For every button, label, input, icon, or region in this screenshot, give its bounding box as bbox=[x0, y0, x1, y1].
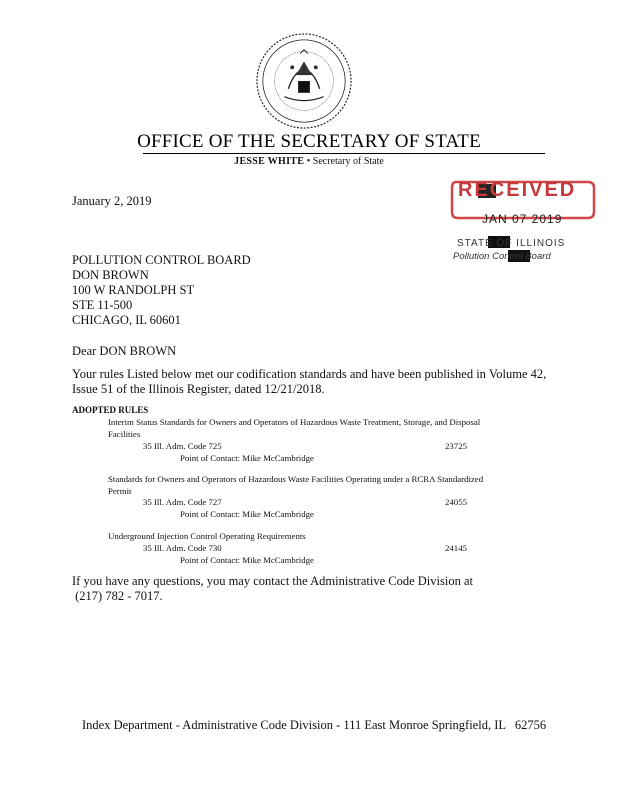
secretary-name: JESSE WHITE bbox=[234, 156, 305, 167]
rule-contact: Point of Contact: Mike McCambridge bbox=[180, 509, 314, 519]
stamp-date: JAN 07 2019 bbox=[482, 212, 563, 226]
stamp-board-line: Pollution Control Board bbox=[453, 251, 551, 262]
footer-address: Index Department - Administrative Code Division - 111 East Monroe Springfield, IL 62756 bbox=[82, 718, 547, 732]
address-line: 100 W RANDOLPH ST bbox=[72, 283, 195, 297]
intro-line: Your rules Listed below met our codification standards and have been published in Volume 42, bbox=[72, 367, 547, 381]
stamp-received-text: RECEIVED bbox=[458, 179, 577, 201]
closing-phone: (217) 782 - 7017. bbox=[72, 589, 163, 603]
rule-code: 35 Ill. Adm. Code 730 bbox=[143, 543, 222, 553]
rule-page: 23725 bbox=[445, 441, 467, 451]
rule-title: Interim Status Standards for Owners and Operators of Hazardous Waste Treatment, Storage, and Disposal bbox=[108, 417, 481, 427]
secretary-title: • Secretary of State bbox=[304, 156, 384, 167]
state-seal-image bbox=[255, 32, 353, 130]
rule-title: Standards for Owners and Operators of Hazardous Waste Facilities Operating under a RCRA Standardized bbox=[108, 474, 484, 484]
address-line: CHICAGO, IL 60601 bbox=[72, 313, 181, 327]
intro-paragraph bbox=[72, 367, 546, 397]
address-line: STE 11-500 bbox=[72, 298, 133, 312]
rule-title: Permit bbox=[108, 486, 132, 496]
address-line: DON BROWN bbox=[72, 268, 149, 282]
address-line: POLLUTION CONTROL BOARD bbox=[72, 253, 251, 267]
letter-date: January 2, 2019 bbox=[72, 194, 152, 208]
rule-title: Underground Injection Control Operating Requirements bbox=[108, 531, 306, 541]
rule-code: 35 Ill. Adm. Code 725 bbox=[143, 441, 222, 451]
rule-page: 24055 bbox=[445, 497, 467, 507]
closing-line: If you have any questions, you may contact the Administrative Code Division at bbox=[72, 574, 473, 588]
office-title: OFFICE OF THE SECRETARY OF STATE bbox=[137, 131, 481, 152]
secretary-line bbox=[0, 156, 618, 167]
intro-line: Issue 51 of the Illinois Register, dated 12/21/2018. bbox=[72, 382, 325, 396]
stamp-state-line: STATE OF ILLINOIS bbox=[457, 238, 566, 249]
rule-page: 24145 bbox=[445, 543, 467, 553]
letterhead-divider bbox=[143, 153, 545, 154]
rule-title: Facilities bbox=[108, 429, 141, 439]
greeting: Dear DON BROWN bbox=[72, 344, 177, 358]
rule-contact: Point of Contact: Mike McCambridge bbox=[180, 555, 314, 565]
closing-paragraph bbox=[72, 574, 473, 604]
rule-code: 35 Ill. Adm. Code 727 bbox=[143, 497, 222, 507]
adopted-rules-heading: ADOPTED RULES bbox=[72, 405, 149, 415]
rule-contact: Point of Contact: Mike McCambridge bbox=[180, 453, 314, 463]
